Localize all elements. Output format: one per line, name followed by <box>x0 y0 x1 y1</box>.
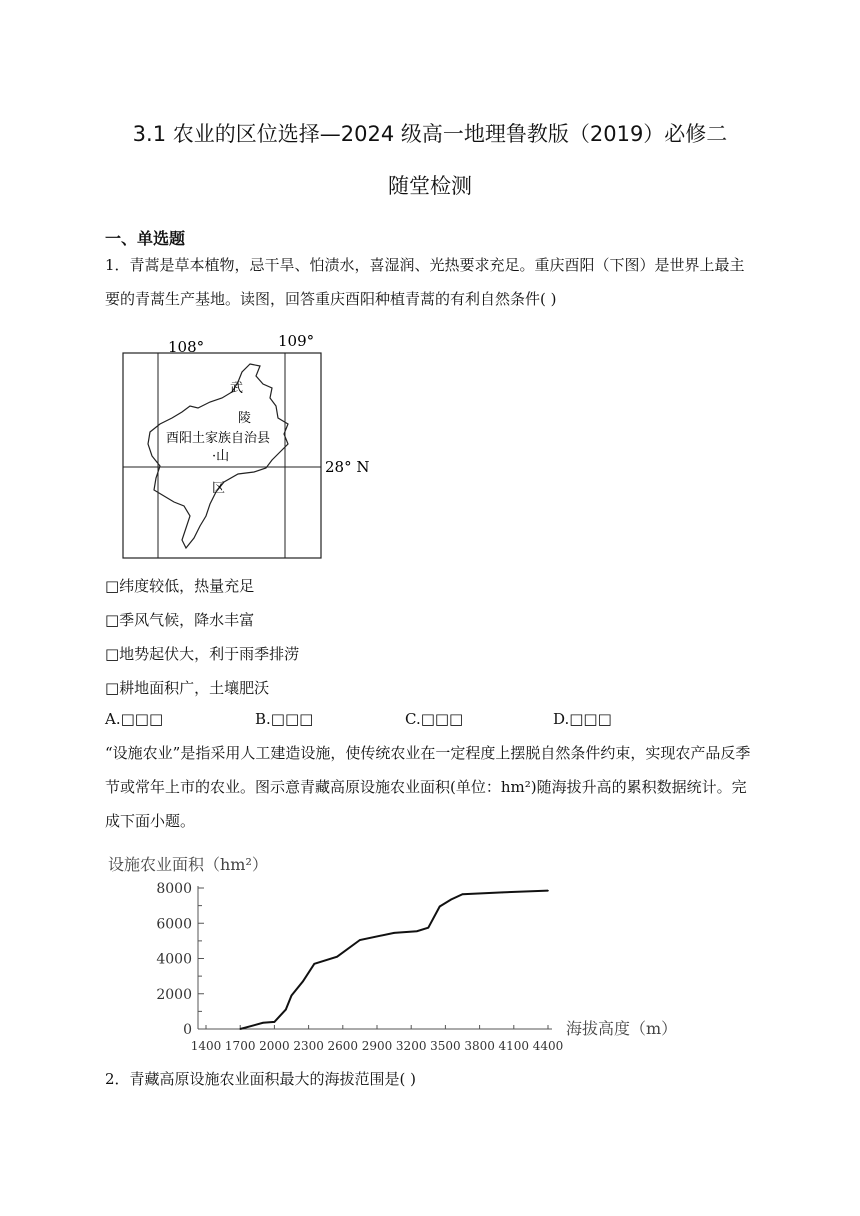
map-label-shan: ·山 <box>212 449 230 464</box>
y-tick-label: 8000 <box>156 881 192 897</box>
x-tick-label: 1400 <box>190 1039 222 1053</box>
y-tick-label: 0 <box>183 1022 192 1038</box>
question-1-number: 1． <box>105 256 130 274</box>
map-label-county: 酉阳土家族自治县 <box>166 431 271 446</box>
statement-2: □季风气候，降水丰富 <box>105 611 255 629</box>
x-tick-label: 1700 <box>224 1039 256 1053</box>
x-tick-label: 2900 <box>361 1039 393 1053</box>
x-tick-label: 3800 <box>464 1039 495 1053</box>
x-tick-label: 2300 <box>293 1039 324 1053</box>
y-tick-label: 2000 <box>156 986 192 1003</box>
data-point <box>314 963 316 965</box>
document-title-line2: 随堂检测 <box>388 174 472 198</box>
data-point <box>416 930 418 932</box>
map-label-ling: 陵 <box>238 411 252 426</box>
question-2 <box>105 1062 757 1096</box>
x-tick-label: 2600 <box>327 1039 359 1053</box>
lon-right-label: 109° <box>278 332 315 350</box>
x-tick-label: 3200 <box>395 1039 427 1053</box>
data-point <box>336 956 338 958</box>
data-point <box>502 892 504 894</box>
x-tick-label: 2000 <box>259 1039 290 1053</box>
intro-2: “设施农业”是指采用人工建造设施，使传统农业在一定程度上摆脱自然条件约束，实现农产品反季节或常年上市的农业。图示意青藏高原设施农业面积(单位：hm²)随海拔升高的累积数据统计。完成下面小题。 <box>105 744 751 830</box>
youyang-map <box>120 326 380 560</box>
chart-y-title: 设施农业面积（hm²） <box>108 855 268 874</box>
data-point <box>462 893 464 895</box>
x-tick-label: 4100 <box>498 1039 530 1053</box>
question-2-text: 青藏高原设施农业面积最大的海拔范围是( ) <box>129 1070 417 1088</box>
document-title-line1: 3.1 农业的区位选择—2024 级高一地理鲁教版（2019）必修二 <box>132 122 728 146</box>
chart-x-title: 海拔高度（m） <box>566 1019 678 1038</box>
data-point <box>359 939 361 941</box>
series-line <box>240 891 548 1029</box>
choice-c[interactable]: C.□□□ <box>405 710 464 728</box>
facility-agriculture-chart <box>100 848 678 1058</box>
statement-4: □耕地面积广，土壤肥沃 <box>105 679 270 697</box>
data-point <box>302 981 304 983</box>
y-ticks <box>156 881 204 1038</box>
statement-3: □地势起伏大，利于雨季排涝 <box>105 645 300 663</box>
map-label-wu: 武 <box>230 381 244 396</box>
data-point <box>547 890 549 892</box>
question-1 <box>105 248 757 316</box>
question-2-number: 2． <box>105 1070 130 1088</box>
data-point <box>393 932 395 934</box>
x-tick-label: 3500 <box>430 1039 461 1053</box>
statement-1: □纬度较低，热量充足 <box>105 577 255 595</box>
data-point <box>285 1009 287 1011</box>
section-heading: 一、单选题 <box>105 229 186 248</box>
x-tick-label: 4400 <box>532 1039 564 1053</box>
data-point <box>239 1028 241 1030</box>
y-tick-label: 6000 <box>156 916 192 933</box>
map-label-qu: 区 <box>212 481 226 496</box>
data-point <box>439 906 441 908</box>
data-point <box>291 995 293 997</box>
y-tick-label: 4000 <box>156 951 192 968</box>
choice-d[interactable]: D.□□□ <box>553 710 612 728</box>
data-point <box>262 1022 264 1024</box>
lon-left-label: 108° <box>168 338 205 356</box>
data-point <box>428 927 430 929</box>
choice-a[interactable]: A.□□□ <box>105 710 164 728</box>
lat-label: 28° N <box>325 458 370 476</box>
question-1-text: 青蒿是草本植物，忌干旱、怕渍水，喜湿润、光热要求充足。重庆酉阳（下图）是世界上最主要的青蒿生产基地。读图，回答重庆酉阳种植青蒿的有利自然条件( ) <box>105 256 745 308</box>
choice-b[interactable]: B.□□□ <box>255 710 314 728</box>
data-point <box>450 899 452 901</box>
data-point <box>274 1021 276 1023</box>
